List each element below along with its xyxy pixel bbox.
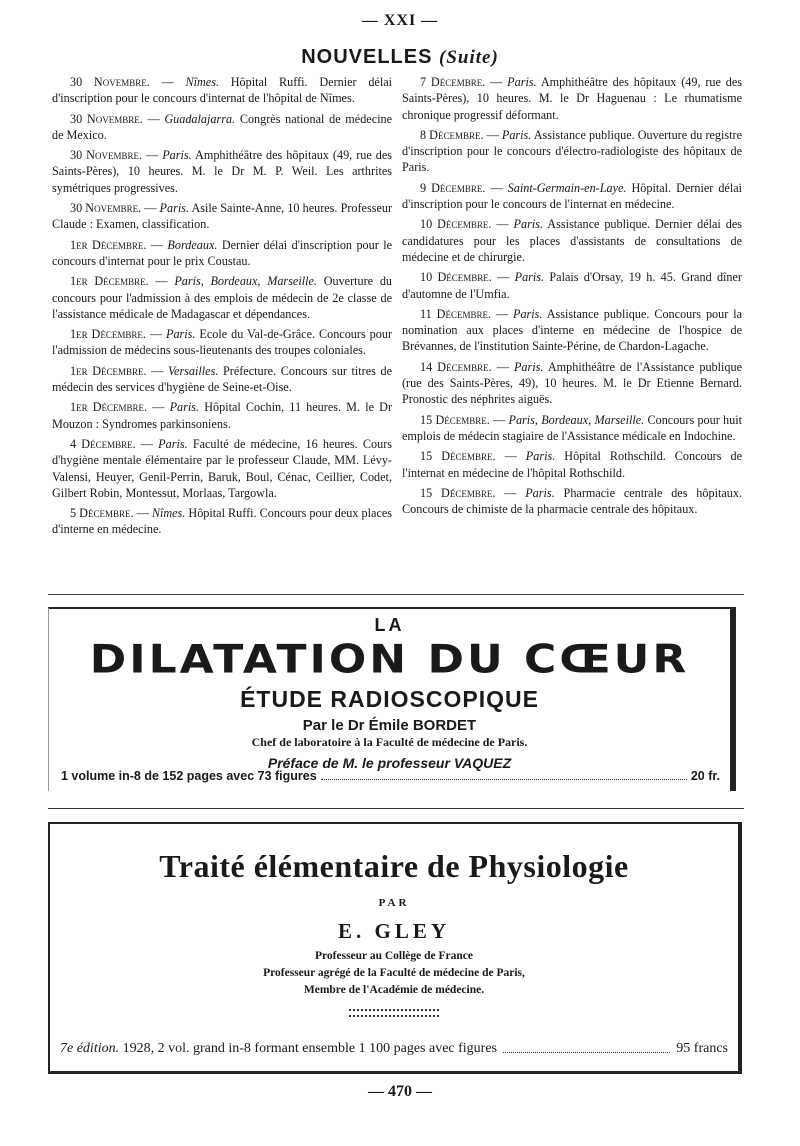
entry-place: Saint-Germain-en-Laye. <box>507 180 627 195</box>
entry-date: 10 Décembre. <box>420 270 492 285</box>
ad2-edition: 7e édition. <box>60 1041 120 1056</box>
entry-text: Amphithéâtre des hôpitaux (49, rue des Saints-Pères), 10 heures. M. le Dr M. P. Weil. Les arthrites symétriques progressives. <box>52 148 393 195</box>
entry-date: 15 Décembre. <box>420 412 490 427</box>
advertisement-dilatation-coeur <box>48 607 736 791</box>
news-entry: 1er Décembre. — Paris. Ecole du Val-de-Grâce. Concours pour l'admission de médecins sous-lieutenants des troupes coloniales. <box>52 327 392 358</box>
entry-text: Pharmacie centrale des hôpitaux. Concours de chimiste de la pharmacie centrale des hôpitaux. <box>402 485 742 517</box>
news-column-left <box>52 74 392 542</box>
entry-date: 15 Décembre. <box>420 449 496 464</box>
news-entry: 10 Décembre. — Paris. Palais d'Orsay, 19 h. 45. Grand dîner d'automne de l'Umfia. <box>402 270 742 301</box>
news-entry: 15 Décembre. — Paris. Pharmacie centrale des hôpitaux. Concours de chimiste de la pharmacie centrale des hôpitaux. <box>402 485 742 517</box>
entry-date: 8 Décembre. <box>420 127 484 142</box>
entry-date: 1er Décembre. <box>70 363 147 378</box>
news-entry: 5 Décembre. — Nîmes. Hôpital Ruffi. Concours pour deux places d'interne en médecine. <box>52 506 393 537</box>
entry-text: Amphithéâtre des hôpitaux (49, rue des Saints-Pères), 10 heures. M. le Dr Haguenau : Le rhumatisme chronique progressif déformant. <box>402 75 743 122</box>
news-entry: 1er Décembre. — Paris. Hôpital Cochin, 11 heures. M. le Dr Mouzon : Syndromes parkinsoniens. <box>52 400 393 431</box>
entry-place: Paris. <box>514 270 545 285</box>
entry-date: 4 Décembre. <box>70 436 136 451</box>
news-entry: 10 Décembre. — Paris. Assistance publique. Dernier délai des candidatures pour les places d'assistants de consultations de médecine et de chirurgie. <box>402 217 742 264</box>
section-title-suite: (Suite) <box>439 47 499 68</box>
entry-place: Paris, Bordeaux, Marseille. <box>174 274 317 289</box>
entry-date: 10 Décembre. <box>420 217 492 232</box>
ad2-details: 1928, 2 vol. grand in-8 formant ensemble 1 100 pages avec figures <box>122 1041 498 1056</box>
entry-place: Nîmes. <box>151 506 186 521</box>
ad1-volume: 1 volume in-8 de 152 pages avec 73 figures <box>61 769 317 783</box>
entry-place: Paris. <box>525 485 555 500</box>
entry-place: Nîmes. <box>185 75 219 89</box>
entry-place: Paris. <box>525 449 556 464</box>
entry-text: Hôpital Cochin, 11 heures. M. le Dr Mouzon : Syndromes parkinsoniens. <box>52 400 393 431</box>
ad1-author: Par le Dr Émile BORDET <box>302 717 477 734</box>
news-entry: 1er Décembre. — Versailles. Préfecture. Concours sur titres de médecin des services d'hygiène de Seine-et-Oise. <box>52 363 392 395</box>
entry-text: Hôpital. Dernier délai d'inscription pour le concours de l'internat en médecine. <box>402 180 743 212</box>
entry-text: Ouverture du concours pour l'admission à des emplois de médecin de 2e classe de l'assistance médicale de Madagascar et dépendances. <box>52 274 393 321</box>
ad2-title: Traité élémentaire de Physiologie <box>159 848 629 884</box>
entry-place: Bordeaux. <box>167 237 218 252</box>
separator-line <box>48 808 744 809</box>
entry-place: Paris. <box>169 400 200 415</box>
entry-date: 1er Décembre. <box>70 237 147 252</box>
news-entry: 30 Novembre. — Paris. Amphithéâtre des hôpitaux (49, rue des Saints-Pères), 10 heures. M. le Dr M. P. Weil. Les arthrites symétriques progressives. <box>52 148 393 195</box>
news-entry: 1er Décembre. — Bordeaux. Dernier délai d'inscription pour le concours d'internat pour le prix Coustau. <box>52 237 393 268</box>
entry-text: Hôpital Ruffi. Dernier délai d'inscription pour le concours d'internat de l'hôpital de Nîmes. <box>52 75 393 106</box>
ad2-credential-1: Professeur au Collège de France <box>315 950 473 962</box>
ad2-dot-leader <box>503 1041 670 1053</box>
news-column-right <box>402 74 742 542</box>
news-entry: 11 Décembre. — Paris. Assistance publique. Concours pour la nomination aux places d'interne en médecine de l'hospice de Brévannes, de l'institution Sainte-Périne, de Chardon-Lagache. <box>402 306 742 354</box>
entry-date: 30 Novembre. <box>70 111 143 126</box>
entry-text: Asile Sainte-Anne, 10 heures. Professeur Claude : Examen, classification. <box>52 201 393 232</box>
entry-text: Congrès national de médecine de Mexico. <box>52 111 392 142</box>
news-entry: 1er Décembre. — Paris, Bordeaux, Marseille. Ouverture du concours pour l'admission à des emplois de médecin de 2e classe de l'assistance médicale de Madagascar et dépendances. <box>52 274 393 321</box>
entry-place: Paris. <box>166 327 196 342</box>
entry-text: Concours pour huit emplois de médecin stagiaire de l'Assistance médicale en Indochine. <box>402 412 742 443</box>
entry-date: 30 Novembre. <box>70 201 142 216</box>
section-title <box>0 46 800 69</box>
entry-place: Paris. <box>158 436 188 451</box>
entry-date: 1er Décembre. <box>70 327 146 342</box>
advertisement-traite-physiologie <box>48 822 742 1074</box>
ad1-price: 20 fr. <box>690 769 720 783</box>
entry-place: Paris. <box>507 75 537 89</box>
entry-text: Palais d'Orsay, 19 h. 45. Grand dîner d'automne de l'Umfia. <box>402 270 742 301</box>
entry-date: 30 Novembre. <box>70 75 150 89</box>
entry-text: Préfecture. Concours sur titres de médecin des services d'hygiène de Seine-et-Oise. <box>52 363 392 395</box>
entry-date: 15 Décembre. <box>420 485 496 500</box>
entry-date: 1er Décembre. <box>70 274 149 289</box>
entry-place: Paris, Bordeaux, Marseille. <box>508 412 645 427</box>
separator-line <box>48 594 744 595</box>
page-header-roman: — XXI — <box>361 12 439 29</box>
section-title-text: NOUVELLES <box>301 46 433 68</box>
ad2-par: PAR <box>378 897 410 909</box>
entry-text: Ecole du Val-de-Grâce. Concours pour l'admission de médecins sous-lieutenants des troupes coloniales. <box>52 327 392 358</box>
news-entry: 15 Décembre. — Paris, Bordeaux, Marseille. Concours pour huit emplois de médecin stagiaire de l'Assistance médicale en Indochine. <box>402 412 742 443</box>
ad1-role: Chef de laboratoire à la Faculté de médecine de Paris. <box>251 735 528 749</box>
entry-place: Paris. <box>513 359 544 374</box>
entry-date: 11 Décembre. <box>420 306 491 321</box>
ad2-credentials <box>50 948 738 999</box>
entry-text: Assistance publique. Dernier délai des candidatures pour les places d'assistants de consultations de médecine et de chirurgie. <box>402 217 742 264</box>
entry-text: Faculté de médecine, 16 heures. Cours d'hygiène mentale élémentaire par le professeur Claude, MM. Lévy-Valensi, Heuyer, Genil-Perrin, Baruk, Boul, Cénac, Ceillier, Codet, Gilbert Robin, Montessut, Morlaas, Targowla. <box>52 436 392 500</box>
ad2-author: E. GLEY <box>337 919 451 943</box>
news-entry: 14 Décembre. — Paris. Amphithéâtre de l'Assistance publique (rue des Saints-Pères, 49), 10 heures. M. le Dr Etienne Bernard. Pronostic des néphrites aiguës. <box>402 359 742 407</box>
entry-text: Hôpital Ruffi. Concours pour deux places d'interne en médecine. <box>52 506 393 537</box>
entry-date: 1er Décembre. <box>70 400 148 415</box>
news-entry: 8 Décembre. — Paris. Assistance publique. Ouverture du registre d'inscription pour le concours d'électro-radiologiste des hôpitaux de Paris. <box>402 127 743 175</box>
entry-date: 9 Décembre. <box>420 180 486 195</box>
news-entry: 9 Décembre. — Saint-Germain-en-Laye. Hôpital. Dernier délai d'inscription pour le concours de l'internat en médecine. <box>402 180 743 212</box>
entry-place: Paris. <box>513 217 544 232</box>
ad2-ornament <box>50 1009 738 1017</box>
entry-text: Amphithéâtre de l'Assistance publique (rue des Saints-Pères, 49), 10 heures. M. le Dr Etienne Bernard. Pronostic des néphrites aiguës. <box>402 359 742 407</box>
ad2-credential-2: Professeur agrégé de la Faculté de médecine de Paris, <box>263 967 525 979</box>
news-columns <box>52 74 742 542</box>
entry-place: Paris. <box>513 306 543 321</box>
ad1-preface: Préface de M. le professeur VAQUEZ <box>267 755 512 771</box>
ad1-subtitle: ÉTUDE RADIOSCOPIQUE <box>240 686 539 712</box>
ad2-info-line <box>60 1041 728 1057</box>
news-entry: 30 Novembre. — Guadalajarra. Congrès national de médecine de Mexico. <box>52 111 392 142</box>
entry-text: Assistance publique. Concours pour la nomination aux places d'interne en médecine de l'hospice de Brévannes, de l'institution Sainte-Périne, de Chardon-Lagache. <box>402 306 742 354</box>
news-entry: 7 Décembre. — Paris. Amphithéâtre des hôpitaux (49, rue des Saints-Pères), 10 heures. M. le Dr Haguenau : Le rhumatisme chronique progressif déformant. <box>402 75 743 122</box>
entry-place: Guadalajarra. <box>164 111 236 126</box>
ad1-title: DILATATION DU CŒUR <box>89 636 690 683</box>
entry-place: Paris. <box>159 201 189 216</box>
entry-place: Versailles. <box>167 363 219 378</box>
entry-text: Dernier délai d'inscription pour le concours d'internat pour le prix Coustau. <box>52 237 393 268</box>
news-entry: 4 Décembre. — Paris. Faculté de médecine, 16 heures. Cours d'hygiène mentale élémentaire par le professeur Claude, MM. Lévy-Valensi, Heuyer, Genil-Perrin, Baruk, Boul, Cénac, Ceillier, Codet, Gilbert Robin, Montessut, Morlaas, Targowla. <box>52 436 392 500</box>
ad1-info-line <box>61 769 720 783</box>
entry-text: Assistance publique. Ouverture du registre d'inscription pour le concours d'électro-radiologiste des hôpitaux de Paris. <box>402 127 743 175</box>
entry-date: 14 Décembre. <box>420 359 492 374</box>
ad1-dot-leader <box>321 769 687 780</box>
ad2-price: 95 francs <box>676 1041 728 1056</box>
entry-text: Hôpital Rothschild. Concours de l'internat en médecine de l'hôpital Rothschild. <box>402 449 742 480</box>
entry-date: 7 Décembre. <box>420 75 486 89</box>
news-entry: 30 Novembre. — Nîmes. Hôpital Ruffi. Dernier délai d'inscription pour le concours d'internat de l'hôpital de Nîmes. <box>52 75 393 106</box>
ad1-la: LA <box>374 615 405 635</box>
entry-place: Paris. <box>162 148 192 163</box>
ad2-credential-3: Membre de l'Académie de médecine. <box>303 984 485 996</box>
page-number: — 470 — <box>368 1083 432 1100</box>
entry-date: 5 Décembre. <box>70 506 134 521</box>
entry-date: 30 Novembre. <box>70 148 143 163</box>
entry-place: Paris. <box>501 127 532 142</box>
news-entry: 30 Novembre. — Paris. Asile Sainte-Anne, 10 heures. Professeur Claude : Examen, classification. <box>52 201 393 232</box>
news-entry: 15 Décembre. — Paris. Hôpital Rothschild. Concours de l'internat en médecine de l'hôpital Rothschild. <box>402 449 742 480</box>
